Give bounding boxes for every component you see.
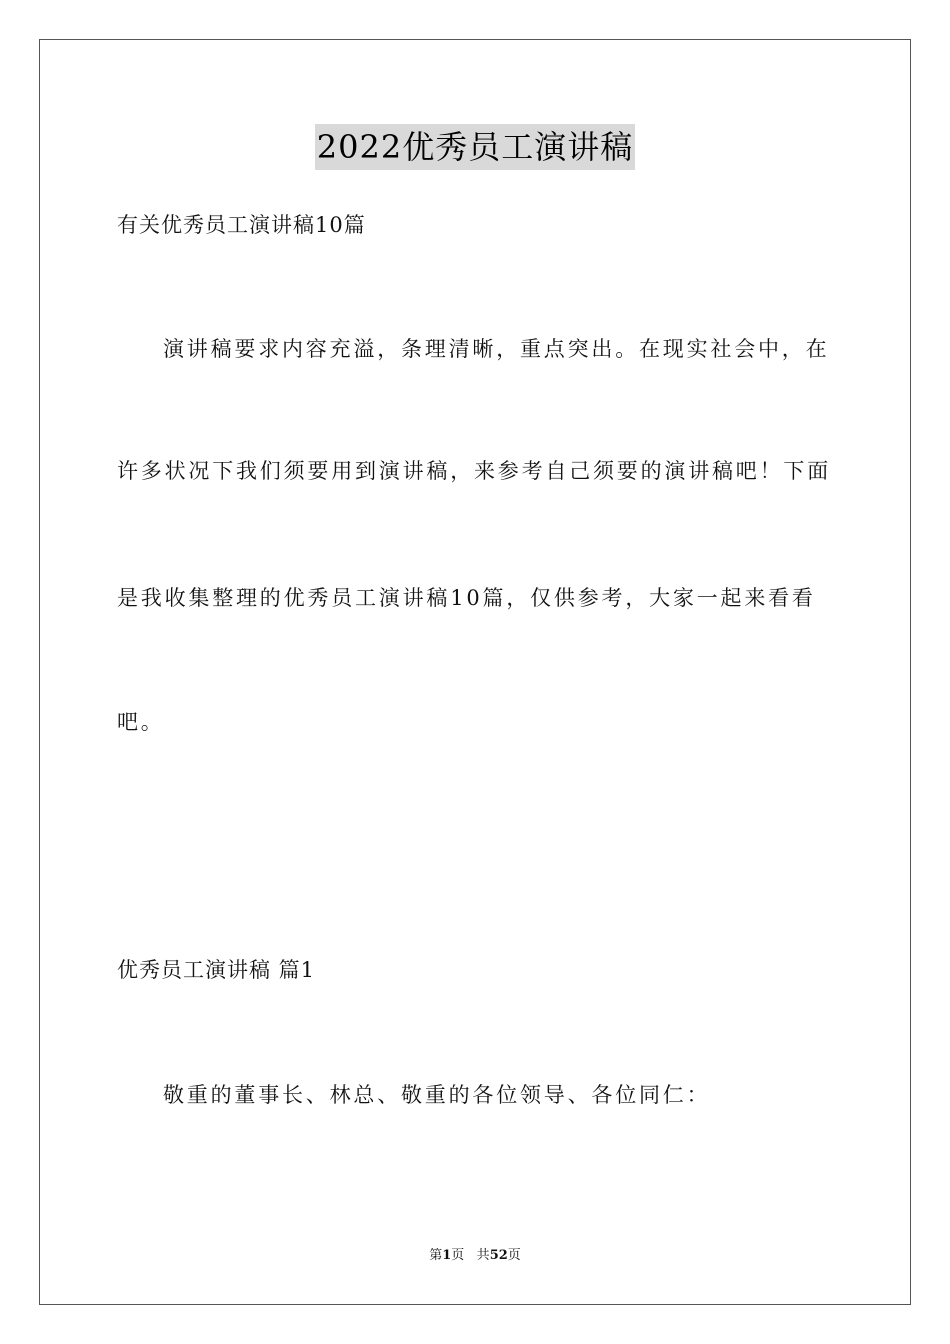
footer-page-number: 1 [442, 1248, 452, 1263]
intro-line-4: 吧。 [117, 710, 165, 734]
footer-total-suffix: 页 [507, 1248, 521, 1263]
document-title: 2022优秀员工演讲稿 [315, 124, 635, 170]
intro-line-2: 许多状况下我们须要用到演讲稿，来参考自己须要的演讲稿吧！下面 [117, 459, 831, 483]
page-footer [0, 1247, 950, 1265]
footer-total-prefix: 共 [476, 1248, 490, 1263]
title-container [0, 124, 950, 170]
footer-page-prefix: 第 [429, 1248, 443, 1263]
footer-page-suffix: 页 [451, 1248, 465, 1263]
intro-line-3: 是我收集整理的优秀员工演讲稿10篇，仅供参考，大家一起来看看 [117, 586, 816, 610]
intro-line-1: 演讲稿要求内容充溢，条理清晰，重点突出。在现实社会中，在 [163, 337, 830, 361]
section-heading: 优秀员工演讲稿 篇1 [117, 958, 316, 982]
document-subtitle: 有关优秀员工演讲稿10篇 [117, 213, 366, 237]
footer-total-pages: 52 [489, 1248, 508, 1263]
salutation: 敬重的董事长、林总、敬重的各位领导、各位同仁： [163, 1083, 711, 1107]
